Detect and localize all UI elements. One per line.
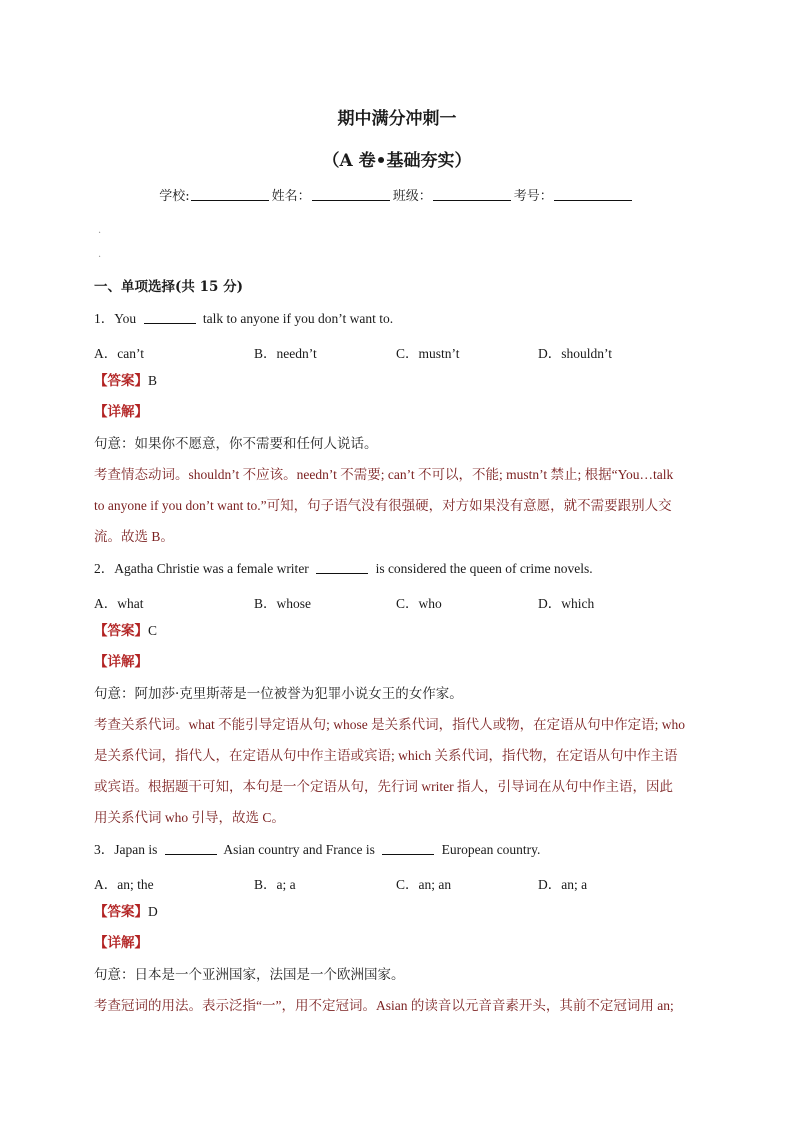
question-2-text-end: is considered the queen of crime novels. <box>372 561 593 576</box>
question-3-text-mid: Asian country and France is <box>220 842 379 857</box>
answer-value: D <box>148 904 158 919</box>
answer-label: 【答案】 <box>94 904 148 920</box>
question-1-option-c: C．mustn’t <box>396 346 460 361</box>
question-3-blank-1 <box>165 842 217 855</box>
question-2-explain-line: 或宾语。根据题干可知，本句是一个定语从句，先行词 writer 指人，引导词在从句中作主语，因此 <box>94 779 673 794</box>
school-blank <box>191 188 269 201</box>
question-3-answer <box>94 904 158 920</box>
question-1-option-b: B．needn’t <box>254 346 317 361</box>
question-3-option-a: A．an; the <box>94 877 154 892</box>
name-label: 姓名： <box>271 189 311 204</box>
page-title: 期中满分冲刺一 <box>337 109 457 129</box>
question-1-option-d: D．shouldn’t <box>538 346 613 361</box>
question-2-explain-line: 用关系代词 who 引导，故选 C。 <box>94 810 285 825</box>
question-1-text-end: talk to anyone if you don’t want to. <box>199 311 394 326</box>
exam-number-blank <box>554 188 632 201</box>
answer-value: B <box>148 373 158 388</box>
question-3-text: 3．Japan is <box>94 842 161 857</box>
question-1-explain-line: 流。故选 B。 <box>94 529 174 544</box>
question-3-meaning: 句意：日本是一个亚洲国家，法国是一个欧洲国家。 <box>94 967 405 983</box>
question-3-explain-line: 考查冠词的用法。表示泛指“一”，用不定冠词。Asian 的读音以元音音素开头，其前不定冠词用 an; <box>94 998 674 1013</box>
question-2-answer <box>94 623 157 639</box>
question-2-text: 2．Agatha Christie was a female writer <box>94 561 313 576</box>
question-2-blank <box>316 561 368 574</box>
question-3-blank-2 <box>382 842 434 855</box>
question-2-option-b: B．whose <box>254 596 311 611</box>
question-2-detail-label: 【详解】 <box>94 654 148 670</box>
question-1-explain-line: 考查情态动词。shouldn’t 不应该。needn’t 不需要; can’t 不可以，不能; mustn’t 禁止; 根据“You…talk <box>94 467 674 482</box>
class-label: 班级： <box>392 189 432 204</box>
question-2-option-a: A．what <box>94 596 144 611</box>
question-2-option-c: C．who <box>396 596 442 611</box>
section-heading: 一、单项选择(共 15 分) <box>94 279 243 295</box>
question-1-blank <box>144 311 196 324</box>
question-1-text: 1．You <box>94 311 140 326</box>
paragraph-mark: · <box>98 252 102 263</box>
question-2-option-d: D．which <box>538 596 595 611</box>
question-3-detail-label: 【详解】 <box>94 935 148 951</box>
question-1-option-a: A．can’t <box>94 346 144 361</box>
question-2-explain-line: 是关系代词，指代人，在定语从句中作主语或宾语; which 关系代词，指代物，在定语从句中作主语 <box>94 748 678 763</box>
question-3-option-c: C．an; an <box>396 877 452 892</box>
page-subtitle: （A 卷•基础夯实） <box>322 151 472 171</box>
school-label: 学校: <box>159 189 190 204</box>
answer-value: C <box>148 623 158 638</box>
answer-label: 【答案】 <box>94 623 148 639</box>
exam-number-label: 考号： <box>513 189 553 204</box>
question-2-meaning: 句意：阿加莎·克里斯蒂是一位被誉为犯罪小说女王的女作家。 <box>94 686 463 702</box>
question-1-answer <box>94 373 157 389</box>
question-3-option-b: B．a; a <box>254 877 296 892</box>
student-info-line <box>0 185 794 204</box>
question-2-explain-line: 考查关系代词。what 不能引导定语从句; whose 是关系代词，指代人或物，在定语从句中作定语; who <box>94 717 685 732</box>
question-2-stem <box>94 561 593 577</box>
class-blank <box>433 188 511 201</box>
name-blank <box>312 188 390 201</box>
question-1-detail-label: 【详解】 <box>94 404 148 420</box>
question-1-meaning: 句意：如果你不愿意，你不需要和任何人说话。 <box>94 436 378 452</box>
question-3-stem <box>94 842 540 858</box>
answer-label: 【答案】 <box>94 373 148 389</box>
paragraph-mark: · <box>98 228 102 239</box>
question-1-stem <box>94 311 393 327</box>
question-1-explain-line: to anyone if you don’t want to.”可知，句子语气没有很强硬，对方如果没有意愿，就不需要跟别人交 <box>94 498 672 513</box>
question-3-option-d: D．an; a <box>538 877 588 892</box>
question-3-text-end: European country. <box>438 842 541 857</box>
